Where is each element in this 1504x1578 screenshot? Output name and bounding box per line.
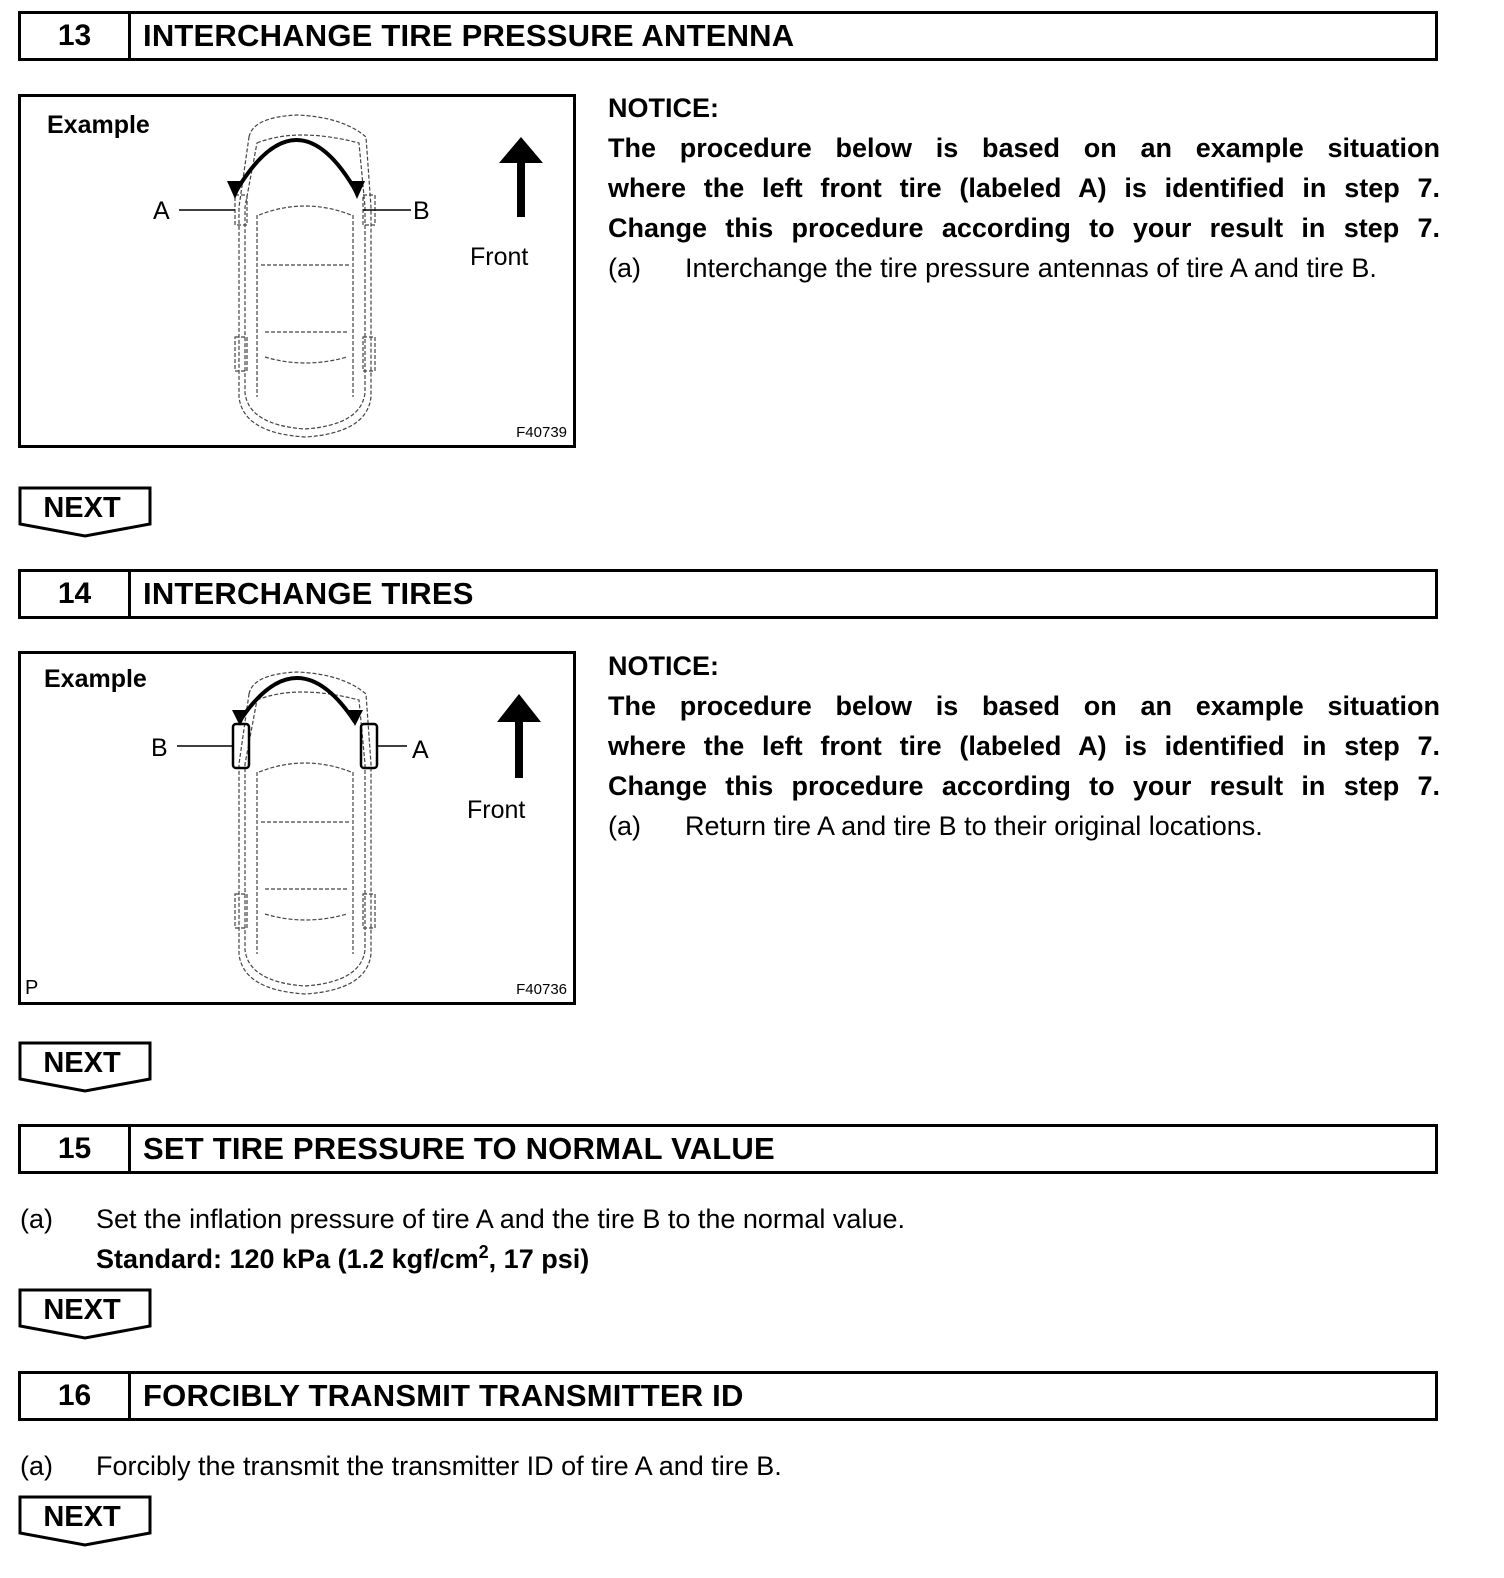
next-label: NEXT (43, 1047, 121, 1079)
step-15-header (18, 1124, 1438, 1174)
next-button[interactable] (18, 1495, 154, 1547)
standard-superscript: 2 (478, 1242, 489, 1262)
step-number: 13 (21, 14, 131, 58)
tire-label-right: A (412, 736, 429, 764)
next-button[interactable] (18, 1041, 154, 1093)
item-marker: (a) (608, 811, 641, 841)
figure-code: F40739 (516, 424, 567, 441)
next-button[interactable] (18, 1288, 154, 1340)
next-button[interactable] (18, 486, 154, 538)
step-title: INTERCHANGE TIRE PRESSURE ANTENNA (143, 18, 795, 53)
notice-line: where the left front tire (labeled A) is identified in step 7. (608, 731, 1440, 761)
step-number: 14 (21, 572, 131, 616)
instruction-item (608, 806, 1440, 846)
standard-suffix: , 17 psi) (488, 1244, 590, 1274)
step-13-figure (18, 94, 576, 448)
standard-value (20, 1239, 1440, 1279)
item-text: Set the inflation pressure of tire A and the tire B to the normal value. (96, 1204, 905, 1234)
notice-title: NOTICE: (608, 651, 719, 681)
standard-prefix: Standard: 120 kPa (1.2 kgf/cm (96, 1244, 479, 1274)
step-13-notice (608, 88, 1440, 288)
step-number: 16 (21, 1374, 131, 1418)
step-16-item (20, 1446, 1440, 1486)
item-marker: (a) (20, 1451, 53, 1481)
front-label: Front (467, 796, 526, 824)
item-marker: (a) (608, 253, 641, 283)
step-16-header (18, 1371, 1438, 1421)
car-diagram (21, 97, 576, 448)
notice-line: The procedure below is based on an example situation (608, 691, 1440, 721)
notice-title: NOTICE: (608, 93, 719, 123)
tire-label-left: A (153, 197, 170, 225)
front-label: Front (470, 243, 529, 271)
step-15-item (20, 1199, 1440, 1279)
figure-corner-mark: P (25, 977, 39, 999)
notice-text (608, 128, 1440, 248)
next-label: NEXT (43, 1501, 121, 1533)
notice-text (608, 686, 1440, 806)
step-14-header (18, 569, 1438, 619)
next-label: NEXT (43, 1294, 121, 1326)
item-text: Forcibly the transmit the transmitter ID of tire A and tire B. (96, 1451, 782, 1481)
notice-line: where the left front tire (labeled A) is identified in step 7. (608, 173, 1440, 203)
car-diagram (21, 654, 576, 1005)
figure-code: F40736 (516, 981, 567, 998)
example-label: Example (44, 665, 147, 693)
step-14-figure (18, 651, 576, 1005)
item-text: Return tire A and tire B to their original locations. (685, 811, 1263, 841)
notice-line: Change this procedure according to your result in step 7. (608, 213, 1440, 243)
item-text: Interchange the tire pressure antennas of tire A and tire B. (685, 253, 1377, 283)
step-14-notice (608, 646, 1440, 846)
item-marker: (a) (20, 1204, 53, 1234)
step-title: INTERCHANGE TIRES (143, 576, 474, 611)
step-title: FORCIBLY TRANSMIT TRANSMITTER ID (143, 1378, 744, 1413)
notice-line: Change this procedure according to your result in step 7. (608, 771, 1440, 801)
step-title: SET TIRE PRESSURE TO NORMAL VALUE (143, 1131, 775, 1166)
next-label: NEXT (43, 492, 121, 524)
tire-label-right: B (413, 197, 430, 225)
instruction-item (608, 248, 1440, 288)
notice-line: The procedure below is based on an example situation (608, 133, 1440, 163)
step-number: 15 (21, 1127, 131, 1171)
example-label: Example (47, 111, 150, 139)
tire-label-left: B (151, 734, 168, 762)
step-13-header (18, 11, 1438, 61)
